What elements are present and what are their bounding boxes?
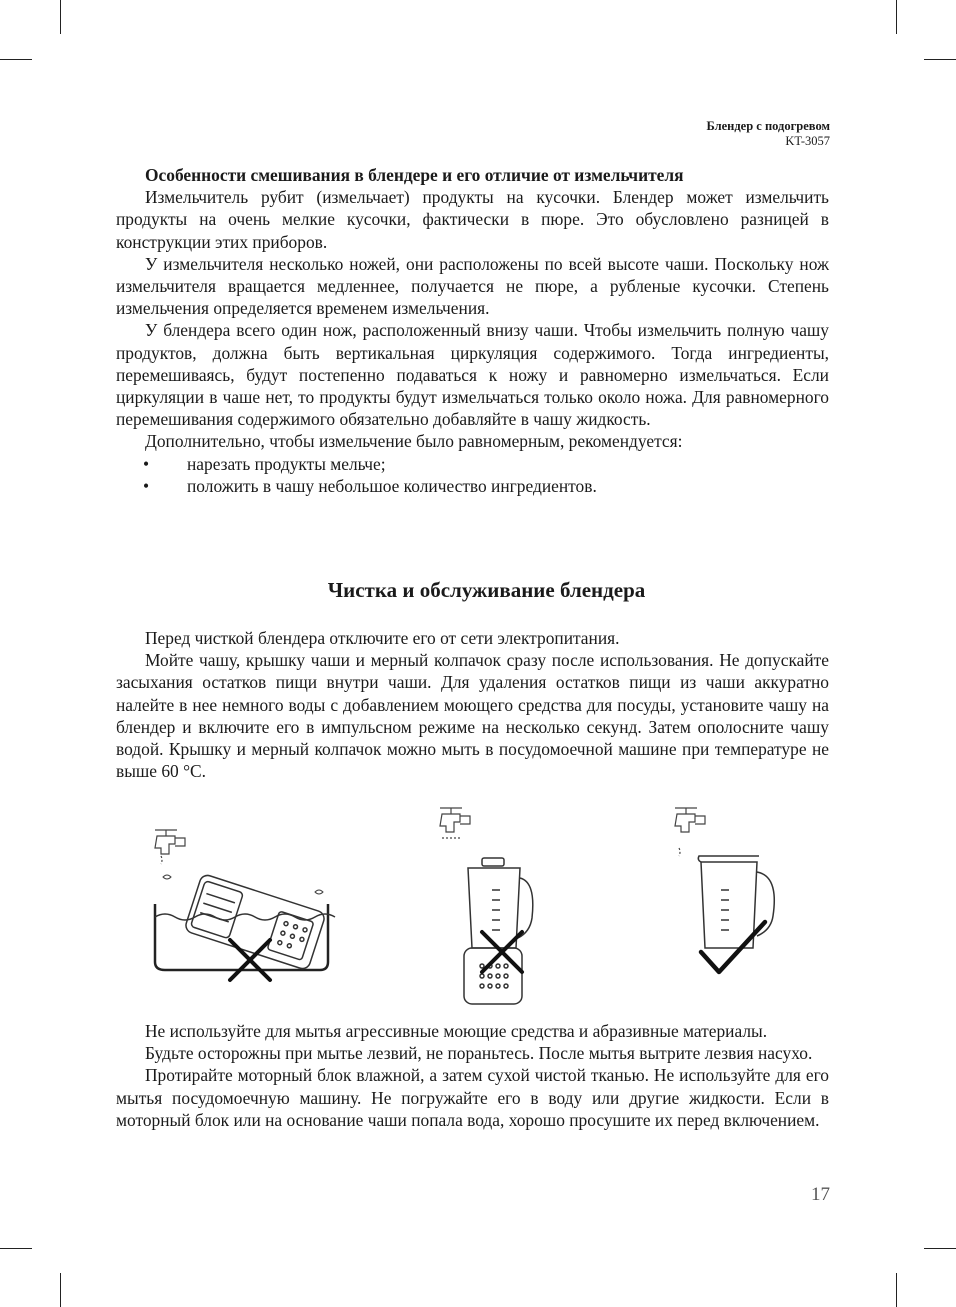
- paragraph: Будьте осторожны при мытье лезвий, не пораньтесь. После мытья вытрите лезвия насухо.: [145, 1043, 813, 1064]
- list-item-text: положить в чашу небольшое количество ингредиентов.: [187, 475, 597, 496]
- section-title: Чистка и обслуживание блендера: [327, 578, 646, 602]
- faucet-icon: [155, 830, 185, 864]
- crop-mark: [896, 0, 897, 34]
- bullet-icon: •: [143, 475, 150, 496]
- crop-mark: [60, 1273, 61, 1307]
- bullet-icon: •: [143, 453, 150, 474]
- list-item: [116, 453, 829, 475]
- running-header: [706, 119, 830, 149]
- list-item-text: нарезать продукты мельче;: [187, 453, 386, 474]
- illustration-rinse-jug: [665, 800, 790, 980]
- paragraph: У измельчителя несколько ножей, они расположены по всей высоте чаши. Поскольку нож измельчителя вращается медленнее, получается не пюре, а рубленые кусочки. Степень измельчения определяется временем измельчения.: [116, 253, 829, 319]
- cross-icon: [482, 932, 522, 972]
- paragraph: Протирайте моторный блок влажной, а затем сухой чистой тканью. Не используйте для его мытья посудомоечную машину. Не погружайте его в воду или другие жидкости. Если в моторный блок или на основание чаши попала вода, хорошо просушите их перед включением.: [116, 1065, 829, 1130]
- section-cleaning-notes: [116, 1020, 829, 1131]
- crop-mark: [0, 1248, 32, 1249]
- check-icon: [701, 922, 765, 972]
- crop-mark: [0, 59, 32, 60]
- cross-icon: [230, 940, 270, 980]
- crop-mark: [924, 59, 956, 60]
- section-blending: [116, 164, 829, 497]
- bullet-list: [116, 453, 829, 497]
- faucet-icon: [440, 808, 470, 838]
- paragraph: Измельчитель рубит (измельчает) продукты на кусочки. Блендер может измельчить продукты на очень мелкие кусочки, фактически в пюре. Это обусловлено разницей в конструкции этих приборов.: [116, 187, 829, 252]
- water-drop-icon: [163, 875, 171, 879]
- header-model: KT-3057: [785, 134, 830, 148]
- faucet-icon: [675, 808, 705, 856]
- header-title: Блендер с подогревом: [706, 119, 830, 133]
- list-item: [116, 475, 829, 497]
- illustration-no-submerge: [145, 822, 345, 987]
- crop-mark: [896, 1273, 897, 1307]
- paragraph: Не используйте для мытья агрессивные моющие средства и абразивные материалы.: [145, 1021, 768, 1041]
- section-cleaning: [116, 627, 829, 782]
- section-heading: Особенности смешивания в блендере и его отличие от измельчителя: [145, 165, 684, 185]
- crop-mark: [924, 1248, 956, 1249]
- paragraph: У блендера всего один нож, расположенный внизу чаши. Чтобы измельчить полную чашу продуктов, должна быть вертикальная циркуляция содержимого. Тогда ингредиенты, перемешиваясь, будут постепенно подаваться к ножу и равномерно измельчаться. Если циркуляции в чаше нет, то продукты будут измельчаться только около ножа. Для равномерного перемешивания содержимого обязательно добавляйте в чашу жидкость.: [116, 320, 829, 430]
- water-drop-icon: [315, 890, 323, 894]
- crop-mark: [60, 0, 61, 34]
- paragraph: Перед чисткой блендера отключите его от сети электропитания.: [145, 628, 620, 648]
- page-number: 17: [811, 1184, 830, 1205]
- jug-icon: [698, 856, 774, 948]
- paragraph: Дополнительно, чтобы измельчение было равномерным, рекомендуется:: [145, 431, 683, 452]
- paragraph: Мойте чашу, крышку чаши и мерный колпачок сразу после использования. Не допускайте засыхания остатков пищи внутри чаши. Для удаления остатков пищи из чаши аккуратно налейте в нее немного воды с добавлением моющего средства для посуды, установите чашу на блендер и включите его в импульсном режиме на несколько секунд. Затем ополосните чашу водой. Крышку и мерный колпачок можно мыть в посудомоечной машине при температуре не выше 60 °C.: [116, 650, 829, 782]
- water-surface: [155, 914, 335, 920]
- illustration-no-rinse-base: [430, 800, 560, 1010]
